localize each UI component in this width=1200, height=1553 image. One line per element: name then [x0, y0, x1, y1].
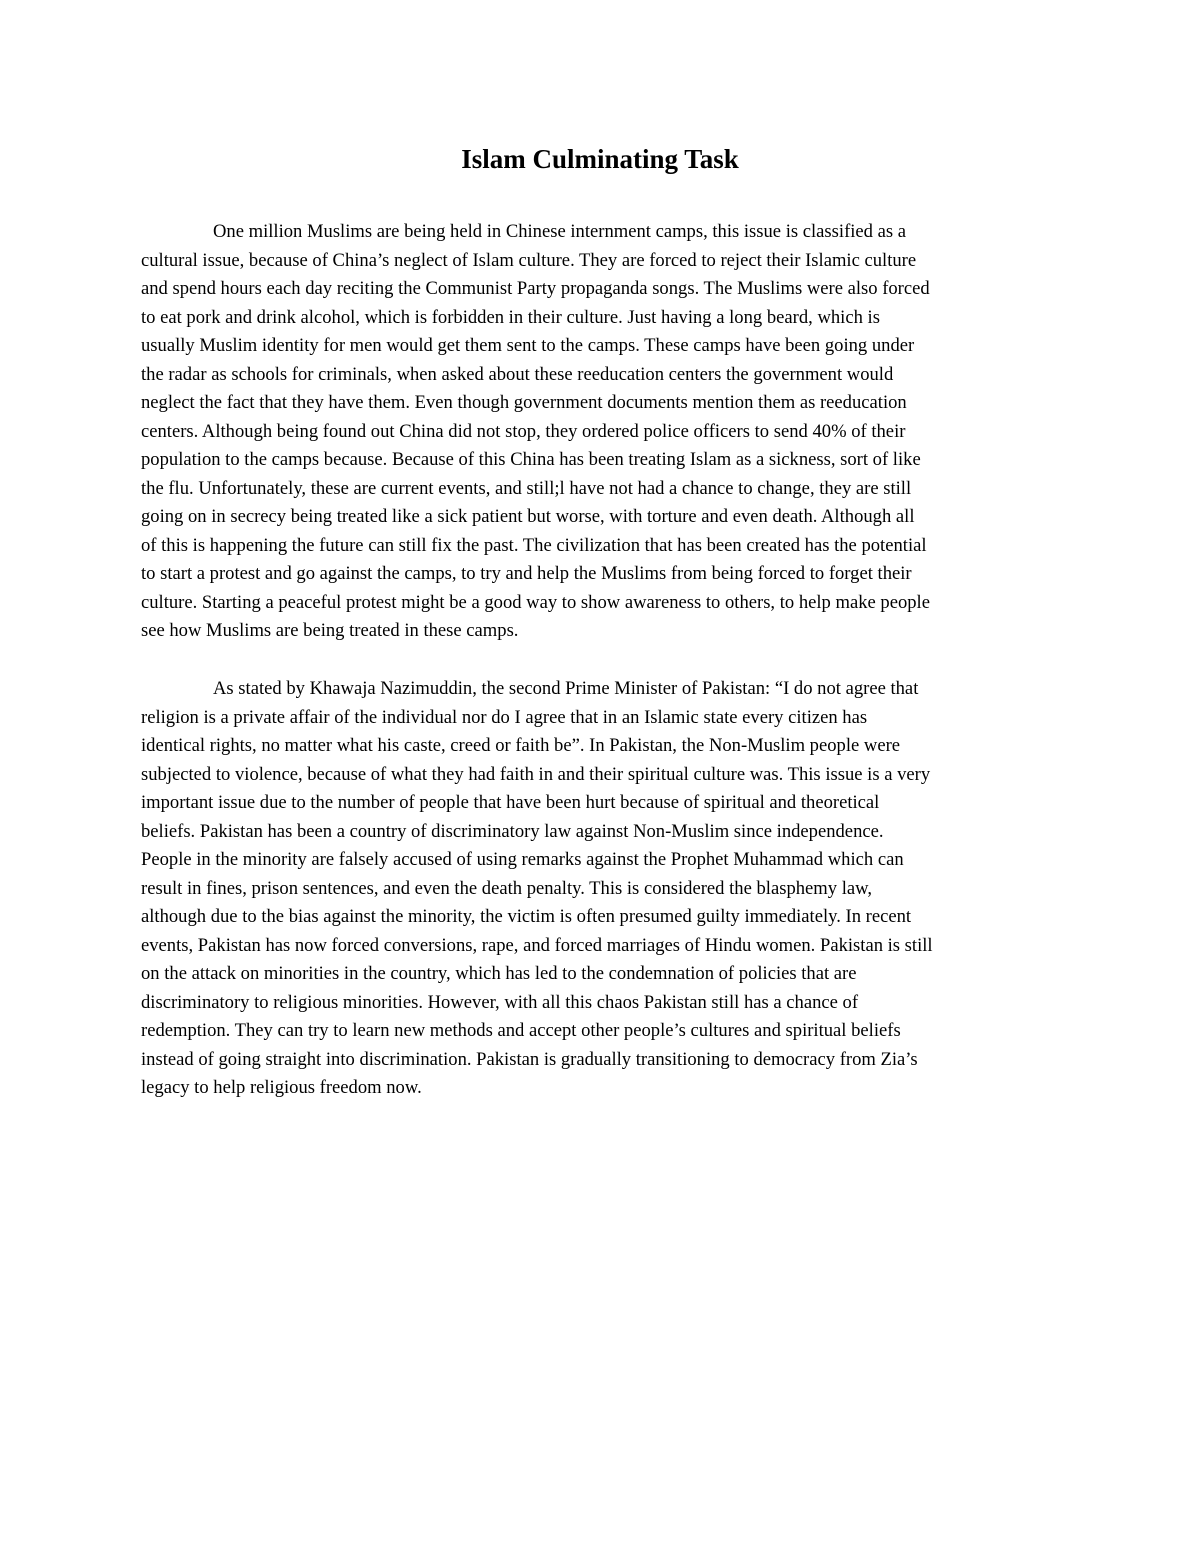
paragraph-line: People in the minority are falsely accused of using remarks against the Prophet Muhammad which can: [141, 849, 904, 870]
paragraph-line: the radar as schools for criminals, when asked about these reeducation centers the government would: [141, 363, 894, 385]
paragraph-line: to eat pork and drink alcohol, which is forbidden in their culture. Just having a long beard, which is: [141, 306, 880, 328]
paragraph-line: beliefs. Pakistan has been a country of discriminatory law against Non-Muslim since independence.: [141, 820, 884, 842]
paragraph-line: As stated by Khawaja Nazimuddin, the second Prime Minister of Pakistan: “I do not agree that: [213, 678, 919, 699]
paragraph-line: discriminatory to religious minorities. However, with all this chaos Pakistan still has a chance of: [141, 991, 859, 1013]
paragraph-line: identical rights, no matter what his caste, creed or faith be”. In Pakistan, the Non-Muslim people were: [141, 735, 901, 756]
paragraph-line: the flu. Unfortunately, these are current events, and still;l have not had a chance to change, they are still: [141, 477, 912, 499]
paragraph-line: cultural issue, because of China’s neglect of Islam culture. They are forced to reject their Islamic culture: [141, 249, 917, 271]
paragraph-line: important issue due to the number of people that have been hurt because of spiritual and theoretical: [141, 792, 880, 813]
paragraph-line: redemption. They can try to learn new methods and accept other people’s cultures and spiritual beliefs: [141, 1020, 901, 1041]
paragraph-line: centers. Although being found out China did not stop, they ordered police officers to send 40% of their: [141, 420, 906, 442]
paragraph-line: of this is happening the future can still fix the past. The civilization that has been created has the potential: [141, 534, 927, 556]
paragraph-line: on the attack on minorities in the country, which has led to the condemnation of policies that are: [141, 963, 857, 984]
paragraph-pakistan: [141, 675, 1061, 1103]
paragraph-line: culture. Starting a peaceful protest might be a good way to show awareness to others, to help make people: [141, 591, 930, 613]
paragraph-line: events, Pakistan has now forced conversions, rape, and forced marriages of Hindu women. Pakistan is still: [141, 934, 933, 956]
paragraph-line: subjected to violence, because of what they had faith in and their spiritual culture was. This issue is a very: [141, 763, 931, 785]
paragraph-line: see how Muslims are being treated in these camps.: [141, 620, 519, 641]
paragraph-line: going on in secrecy being treated like a sick patient but worse, with torture and even death. Although all: [141, 506, 915, 527]
paragraph-line: religion is a private affair of the individual nor do I agree that in an Islamic state every citizen has: [141, 706, 868, 728]
paragraph-internment-camps: [141, 218, 1061, 646]
paragraph-line: although due to the bias against the minority, the victim is often presumed guilty immediately. In recent: [141, 906, 912, 927]
paragraph-line: to start a protest and go against the camps, to try and help the Muslims from being forced to forget their: [141, 563, 912, 584]
document-title: Islam Culminating Task: [461, 144, 739, 174]
paragraph-line: One million Muslims are being held in Chinese internment camps, this issue is classified as a: [213, 221, 907, 242]
paragraph-line: usually Muslim identity for men would get them sent to the camps. These camps have been going under: [141, 335, 915, 356]
paragraph-line: population to the camps because. Because of this China has been treating Islam as a sickness, sort of like: [141, 449, 921, 470]
paragraph-line: result in fines, prison sentences, and even the death penalty. This is considered the blasphemy law,: [141, 877, 872, 899]
paragraph-line: instead of going straight into discrimination. Pakistan is gradually transitioning to democracy from Zia’s: [141, 1048, 918, 1070]
paragraph-line: neglect the fact that they have them. Even though government documents mention them as reeducation: [141, 392, 907, 413]
paragraph-line: and spend hours each day reciting the Communist Party propaganda songs. The Muslims were also forced: [141, 278, 930, 299]
paragraph-line: legacy to help religious freedom now.: [141, 1077, 422, 1098]
